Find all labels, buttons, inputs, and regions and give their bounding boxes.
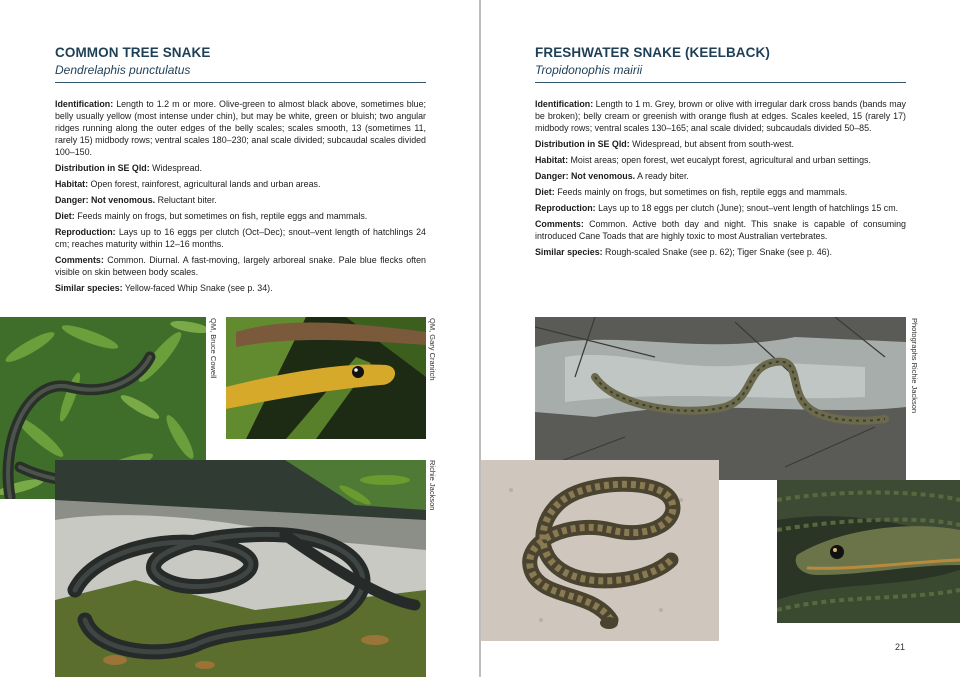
entry-text: Lays up to 16 eggs per clutch (Oct–Dec); snout–vent length of hatchlings 24 cm; reaches maturity within 12–16 months. [55,227,426,249]
entry-text: Length to 1.2 m or more. Olive-green to almost black above, sometimes blue; belly usually yellow (most intense under chin), but may be white, green or bluish; two angular ridges running along the outer edges of the belly scales; scales smooth, 13 (sometimes 11, rarely 15) midbody rows; ventral scales 180–230; anal scale divided; subcaudal scales divided 100–150. [55,99,426,157]
entry-label: Danger: [55,194,89,205]
entry-text: Common. Active both day and night. This snake is capable of consuming introduced Cane Toads that are highly toxic to most Australian vertebrates. [535,219,906,242]
entry-6 [55,255,426,279]
entry-text: Feeds mainly on frogs, but sometimes on fish, reptile eggs and mammals. [554,187,848,198]
entry-text: Lays up to 18 eggs per clutch (June); snout–vent length of hatchlings 15 cm. [595,203,899,214]
entry-text: Rough-scaled Snake (see p. 62); Tiger Snake (see p. 46). [602,247,832,258]
entry-label: Comments: [535,219,584,230]
entry-0 [55,99,426,159]
entry-0 [535,99,906,135]
entry-text: Common. Diurnal. A fast-moving, largely arboreal snake. Pale blue flecks often visible on skin between body scales. [55,255,426,277]
entry-label: Identification: [55,99,114,109]
entry-label: Similar species: [535,247,603,258]
entry-label: Diet: [535,187,555,198]
entry-label: Habitat: [535,155,569,165]
right-species-description [535,99,906,263]
entry-7 [535,247,906,259]
entry-label: Comments: [55,255,104,266]
entry-4 [535,187,906,199]
entry-2 [535,155,906,167]
entry-text: A ready biter. [635,171,689,182]
credit-photographs: Photographs Richie Jackson [910,318,919,414]
right-title-rule [535,82,906,83]
entry-text: Moist areas; open forest, wet eucalypt forest, agricultural and urban settings. [568,155,871,165]
entry-label: Reproduction: [535,203,596,214]
credit-photo-3: Richie Jackson [428,460,437,511]
left-species-title: COMMON TREE SNAKE [55,45,211,60]
entry-label: Habitat: [55,178,89,189]
entry-strong: Not venomous. [568,171,636,182]
left-scientific-name: Dendrelaphis punctulatus [55,63,191,77]
entry-strong: Not venomous. [88,194,156,205]
entry-label: Reproduction: [55,227,116,238]
entry-7 [55,283,426,295]
entry-label: Distribution in SE Qld: [55,162,150,173]
right-scientific-name: Tropidonophis mairii [535,63,643,77]
entry-text: Widespread, but absent from south-west. [629,138,794,149]
credit-photo-2: QM, Gary Cranitch [428,318,437,381]
entry-text: Feeds mainly on frogs, but sometimes on fish, reptile eggs and mammals. [74,211,368,221]
entry-label: Diet: [55,211,75,221]
page-number: 21 [895,642,906,652]
entry-text: Length to 1 m. Grey, brown or olive with irregular dark cross bands (bands may be broken); belly cream or greenish with orange flush at edges. Scales keeled, 15 (rarely 17) midbody rows; ventral scales 130–165; anal scale divided; subcaudals divided 50–85. [535,99,906,133]
entry-3 [55,195,426,207]
entry-2 [55,179,426,191]
entry-5 [535,203,906,215]
entry-1 [55,163,426,175]
entry-text: Reluctant biter. [155,194,217,205]
entry-label: Danger: [535,171,569,182]
right-page [481,0,960,677]
entry-label: Similar species: [55,283,123,294]
entry-1 [535,139,906,151]
entry-3 [535,171,906,183]
credit-photo-1: QM, Bruce Cowell [209,318,218,379]
entry-label: Distribution in SE Qld: [535,138,630,149]
right-species-title: FRESHWATER SNAKE (KEELBACK) [535,45,770,60]
photo-tree-snake-head [226,317,426,439]
left-title-rule [55,82,426,83]
entry-4 [55,211,426,223]
entry-text: Open forest, rainforest, agricultural lands and urban areas. [88,178,321,189]
photo-keelback-head [777,480,960,623]
entry-5 [55,227,426,251]
photo-keelback-coiled [481,460,719,641]
left-species-description [55,99,426,299]
photo-tree-snake-rocks [55,460,426,677]
left-page [0,0,479,677]
entry-text: Yellow-faced Whip Snake (see p. 34). [122,283,273,294]
entry-6 [535,219,906,243]
entry-label: Identification: [535,99,594,109]
photo-keelback-mud [535,317,906,480]
entry-text: Widespread. [149,162,202,173]
